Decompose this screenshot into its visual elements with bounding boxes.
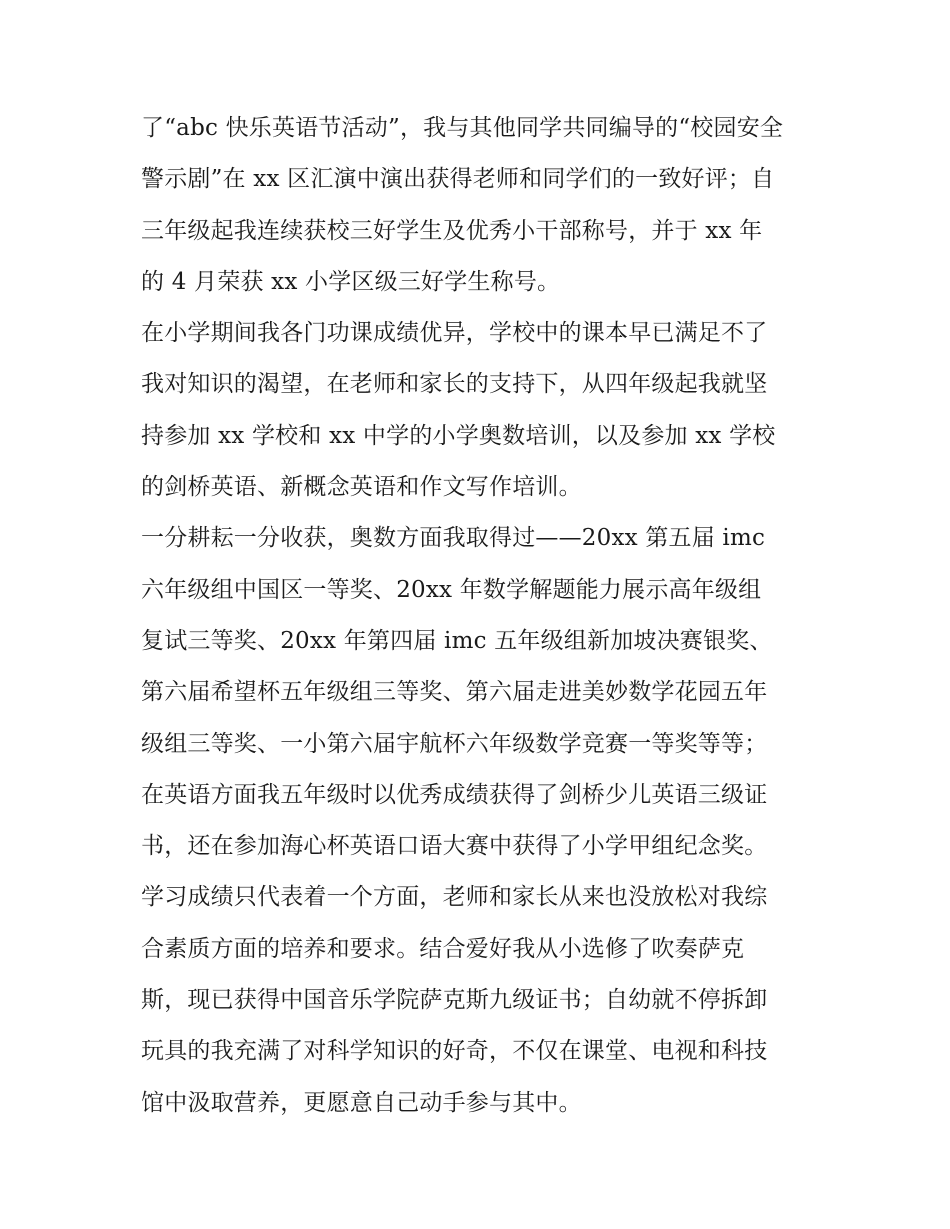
text-line: 在英语方面我五年级时以优秀成绩获得了剑桥少儿英语三级证	[141, 781, 768, 808]
text-line: 玩具的我充满了对科学知识的好奇，不仅在课堂、电视和科技	[141, 1038, 768, 1065]
text-line: 的剑桥英语、新概念英语和作文写作培训。	[141, 474, 582, 501]
text-line: 合素质方面的培养和要求。结合爱好我从小选修了吹奏萨克	[141, 935, 745, 962]
text-line: 六年级组中国区一等奖、20xx 年数学解题能力展示高年级组	[141, 576, 762, 603]
text-line: 一分耕耘一分收获，奥数方面我取得过——20xx 第五届 imc	[141, 525, 766, 552]
text-line: 在小学期间我各门功课成绩优异，学校中的课本早已满足不了	[141, 320, 768, 347]
text-line: 第六届希望杯五年级组三等奖、第六届走进美妙数学花园五年	[141, 679, 768, 706]
text-line: 我对知识的渴望，在老师和家长的支持下，从四年级起我就坚	[141, 371, 768, 398]
text-line: 书，还在参加海心杯英语口语大赛中获得了小学甲组纪念奖。	[141, 833, 768, 860]
text-line: 持参加 xx 学校和 xx 中学的小学奥数培训，以及参加 xx 学校	[141, 422, 776, 449]
text-line: 的 4 月荣获 xx 小学区级三好学生称号。	[141, 268, 561, 295]
text-line: 斯，现已获得中国音乐学院萨克斯九级证书；自幼就不停拆卸	[141, 987, 768, 1014]
text-line: 馆中汲取营养，更愿意自己动手参与其中。	[141, 1089, 582, 1116]
text-line: 了“abc 快乐英语节活动”，我与其他同学共同编导的“校园安全	[141, 115, 784, 141]
document-body	[141, 103, 821, 1129]
text-line: 学习成绩只代表着一个方面，老师和家长从来也没放松对我综	[141, 884, 768, 911]
text-line: 三年级起我连续获校三好学生及优秀小干部称号，并于 xx 年	[141, 217, 763, 244]
text-line: 复试三等奖、20xx 年第四届 imc 五年级组新加坡决赛银奖、	[141, 627, 773, 654]
text-line: 警示剧”在 xx 区汇演中演出获得老师和同学们的一致好评；自	[141, 166, 775, 193]
text-line: 级组三等奖、一小第六届宇航杯六年级数学竞赛一等奖等等；	[141, 730, 768, 757]
